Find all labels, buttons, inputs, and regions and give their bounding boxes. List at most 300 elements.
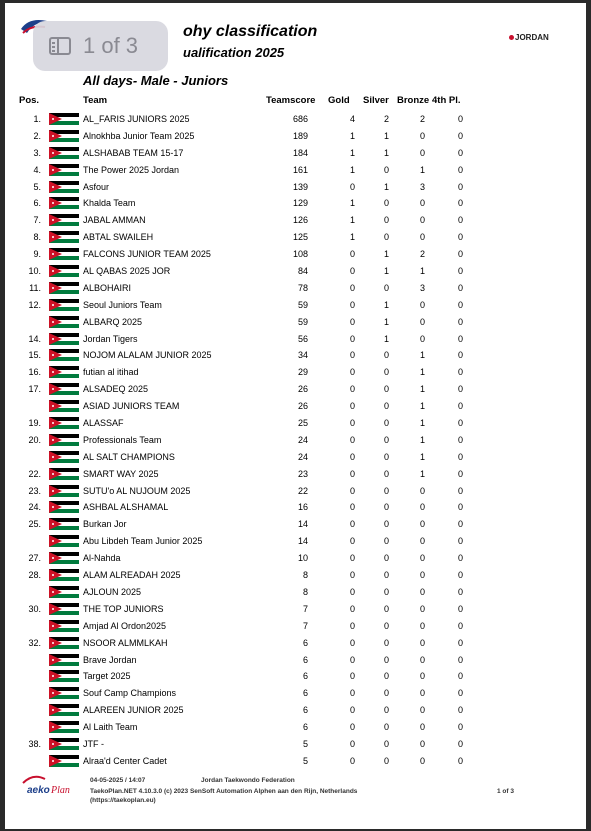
jordan-flag-icon (49, 721, 79, 733)
jordan-flag-icon (49, 670, 79, 682)
team-name-cell: Brave Jordan (83, 654, 137, 665)
table-row (5, 652, 586, 669)
teamscore-cell: 6 (302, 637, 308, 648)
team-name-cell: FALCONS JUNIOR TEAM 2025 (83, 249, 211, 260)
fourth-place-cell: 0 (457, 333, 463, 344)
gold-cell: 0 (349, 418, 355, 429)
silver-cell: 0 (383, 451, 389, 462)
silver-cell: 0 (383, 671, 389, 682)
position-cell: 19. (28, 418, 41, 429)
team-name-cell: Jordan Tigers (83, 333, 138, 344)
teamscore-cell: 29 (297, 367, 308, 378)
position-cell: 22. (28, 468, 41, 479)
gold-cell: 0 (349, 485, 355, 496)
silver-cell: 0 (383, 350, 389, 361)
team-name-cell: ASHBAL ALSHAMAL (83, 502, 169, 513)
page-indicator-text: 1 of 3 (83, 33, 139, 58)
jordan-flag-icon (49, 603, 79, 615)
table-row (5, 364, 586, 381)
silver-cell: 0 (383, 536, 389, 547)
bronze-cell: 0 (419, 553, 425, 564)
table-row (5, 516, 586, 533)
position-cell: 3. (33, 147, 41, 158)
bronze-cell: 1 (419, 451, 425, 462)
position-cell: 10. (28, 266, 41, 277)
bronze-cell: 0 (419, 215, 425, 226)
gold-cell: 0 (349, 705, 355, 716)
fourth-place-cell: 0 (457, 586, 463, 597)
team-name-cell: futian al itihad (83, 367, 139, 378)
table-row (5, 635, 586, 652)
silver-cell: 1 (383, 181, 389, 192)
team-name-cell: Professionals Team (83, 434, 162, 445)
team-name-cell: AL QABAS 2025 JOR (83, 266, 171, 277)
bronze-cell: 1 (419, 164, 425, 175)
svg-text:aeko: aeko (27, 785, 50, 796)
bronze-cell: 0 (419, 570, 425, 581)
fourth-place-cell: 0 (457, 367, 463, 378)
team-name-cell: Souf Camp Champions (83, 688, 177, 699)
team-name-cell: Alnokhba Junior Team 2025 (83, 130, 195, 141)
team-name-cell: AL SALT CHAMPIONS (83, 451, 175, 462)
fourth-place-cell: 0 (457, 114, 463, 124)
position-cell: 16. (28, 367, 41, 378)
jordan-flag-icon (49, 552, 79, 564)
gold-cell: 0 (349, 299, 355, 310)
footer-page-number: 1 of 3 (497, 788, 514, 795)
fourth-place-cell: 0 (457, 705, 463, 716)
header-team: Team (83, 95, 108, 106)
bronze-cell: 1 (419, 418, 425, 429)
team-name-cell: Alraa'd Center Cadet (83, 755, 167, 766)
table-row (5, 381, 586, 398)
silver-cell: 1 (383, 333, 389, 344)
silver-cell: 1 (383, 299, 389, 310)
gold-cell: 0 (349, 401, 355, 412)
team-name-cell: Al-Nahda (83, 553, 121, 564)
position-cell: 8. (33, 232, 41, 243)
gold-cell: 0 (349, 468, 355, 479)
silver-cell: 0 (383, 282, 389, 293)
team-name-cell: JTF - (83, 738, 104, 749)
position-cell: 4. (33, 164, 41, 175)
table-row (5, 246, 586, 263)
document-subtitle: ualification 2025 (183, 45, 285, 60)
teamscore-cell: 6 (302, 722, 308, 733)
silver-cell: 0 (383, 553, 389, 564)
fourth-place-cell: 0 (457, 603, 463, 614)
footer-url[interactable]: (https://taekoplan.eu) (90, 797, 156, 804)
jordan-flag-icon (49, 214, 79, 226)
bronze-cell: 0 (419, 654, 425, 665)
bronze-cell: 0 (419, 738, 425, 749)
silver-cell: 0 (383, 485, 389, 496)
team-name-cell: ALSADEQ 2025 (83, 384, 149, 395)
gold-cell: 0 (349, 181, 355, 192)
bronze-cell: 1 (419, 468, 425, 479)
silver-cell: 1 (383, 316, 389, 327)
gold-cell: 0 (349, 434, 355, 445)
table-row (5, 398, 586, 415)
fourth-place-cell: 0 (457, 451, 463, 462)
teamscore-cell: 8 (302, 570, 308, 581)
footer-federation: Jordan Taekwondo Federation (201, 777, 295, 784)
teamscore-cell: 24 (297, 434, 308, 445)
silver-cell: 0 (383, 705, 389, 716)
bronze-cell: 1 (419, 434, 425, 445)
sidebar-toggle-icon[interactable] (49, 37, 71, 55)
page-indicator-overlay[interactable] (33, 21, 168, 71)
jordan-flag-icon (49, 654, 79, 666)
teamscore-cell: 24 (297, 451, 308, 462)
gold-cell: 0 (349, 553, 355, 564)
teamscore-cell: 22 (297, 485, 308, 496)
jordan-flag-icon (49, 231, 79, 243)
bronze-cell: 1 (419, 367, 425, 378)
teamscore-cell: 126 (292, 215, 308, 226)
gold-cell: 0 (349, 502, 355, 513)
teamscore-cell: 23 (297, 468, 308, 479)
teamscore-cell: 59 (297, 316, 308, 327)
teamscore-cell: 59 (297, 299, 308, 310)
silver-cell: 1 (383, 147, 389, 158)
fourth-place-cell: 0 (457, 215, 463, 226)
gold-cell: 0 (349, 367, 355, 378)
table-row (5, 533, 586, 550)
gold-cell: 0 (349, 620, 355, 631)
table-row (5, 753, 586, 770)
fourth-place-cell: 0 (457, 282, 463, 293)
silver-cell: 0 (383, 738, 389, 749)
jordan-flag-icon (49, 637, 79, 649)
fourth-place-cell: 0 (457, 350, 463, 361)
table-row (5, 432, 586, 449)
fourth-place-cell: 0 (457, 468, 463, 479)
table-row (5, 111, 586, 128)
silver-cell: 0 (383, 519, 389, 530)
jordan-flag-icon (49, 586, 79, 598)
table-row (5, 550, 586, 567)
teamscore-cell: 108 (292, 249, 308, 260)
fourth-place-cell: 0 (457, 147, 463, 158)
fourth-place-cell: 0 (457, 502, 463, 513)
fourth-place-cell: 0 (457, 266, 463, 277)
gold-cell: 0 (349, 654, 355, 665)
document-title: ohy classification (183, 23, 318, 40)
jordan-flag-icon (49, 349, 79, 361)
jordan-flag-icon (49, 366, 79, 378)
table-row (5, 331, 586, 348)
bronze-cell: 0 (419, 299, 425, 310)
footer-software: TaekoPlan.NET 4.10.3.0 (c) 2023 SenSoft Automation Alphen aan den Rijn, Netherlands (90, 788, 358, 795)
table-row (5, 280, 586, 297)
silver-cell: 0 (383, 468, 389, 479)
gold-cell: 0 (349, 266, 355, 277)
jordan-flag-icon (49, 434, 79, 446)
jordan-flag-icon (49, 164, 79, 176)
bronze-cell: 0 (419, 671, 425, 682)
jordan-flag-icon (49, 113, 79, 125)
position-cell: 27. (28, 553, 41, 564)
silver-cell: 0 (383, 603, 389, 614)
team-name-cell: Asfour (83, 181, 110, 192)
fourth-place-cell: 0 (457, 738, 463, 749)
category-title: All days- Male - Juniors (83, 73, 229, 88)
bronze-cell: 0 (419, 316, 425, 327)
silver-cell: 0 (383, 198, 389, 209)
fourth-place-cell: 0 (457, 164, 463, 175)
position-cell: 2. (33, 130, 41, 141)
position-cell: 38. (28, 738, 41, 749)
gold-cell: 4 (349, 114, 355, 124)
teamscore-cell: 56 (297, 333, 308, 344)
position-cell: 5. (33, 181, 41, 192)
table-row (5, 601, 586, 618)
position-cell: 20. (28, 434, 41, 445)
team-name-cell: NSOOR ALMMLKAH (83, 637, 168, 648)
team-name-cell: ALASSAF (83, 418, 124, 429)
teamscore-cell: 26 (297, 401, 308, 412)
jordan-flag-icon (49, 518, 79, 530)
silver-cell: 0 (383, 367, 389, 378)
table-row (5, 263, 586, 280)
team-name-cell: Abu Libdeh Team Junior 2025 (83, 536, 203, 547)
silver-cell: 0 (383, 620, 389, 631)
fourth-place-cell: 0 (457, 671, 463, 682)
fourth-place-cell: 0 (457, 181, 463, 192)
fourth-place-cell: 0 (457, 570, 463, 581)
table-row (5, 584, 586, 601)
table-row (5, 128, 586, 145)
silver-cell: 0 (383, 164, 389, 175)
fourth-place-cell: 0 (457, 434, 463, 445)
table-row (5, 145, 586, 162)
bronze-cell: 0 (419, 536, 425, 547)
teamscore-cell: 184 (292, 147, 308, 158)
jordan-brand-logo: JORDAN (509, 33, 549, 42)
gold-cell: 0 (349, 570, 355, 581)
gold-cell: 0 (349, 637, 355, 648)
fourth-place-cell: 0 (457, 553, 463, 564)
teamscore-cell: 26 (297, 384, 308, 395)
jordan-flag-icon (49, 687, 79, 699)
gold-cell: 0 (349, 536, 355, 547)
gold-cell: 0 (349, 384, 355, 395)
silver-cell: 0 (383, 637, 389, 648)
bronze-cell: 1 (419, 350, 425, 361)
team-name-cell: THE TOP JUNIORS (83, 603, 164, 614)
position-cell: 12. (28, 299, 41, 310)
table-row (5, 567, 586, 584)
position-cell: 28. (28, 570, 41, 581)
jordan-flag-icon (49, 738, 79, 750)
jordan-flag-icon (49, 400, 79, 412)
position-cell: 9. (33, 249, 41, 260)
bronze-cell: 0 (419, 198, 425, 209)
bronze-cell: 1 (419, 401, 425, 412)
jordan-flag-icon (49, 316, 79, 328)
gold-cell: 1 (349, 198, 355, 209)
gold-cell: 1 (349, 130, 355, 141)
teamscore-cell: 14 (297, 519, 308, 530)
team-name-cell: ALBARQ 2025 (83, 316, 143, 327)
silver-cell: 0 (383, 688, 389, 699)
teamscore-cell: 14 (297, 536, 308, 547)
team-name-cell: ABTAL SWAILEH (83, 232, 154, 243)
position-cell: 6. (33, 198, 41, 209)
jordan-flag-icon (49, 181, 79, 193)
gold-cell: 1 (349, 215, 355, 226)
bronze-cell: 0 (419, 232, 425, 243)
teamscore-cell: 5 (302, 738, 308, 749)
silver-cell: 0 (383, 654, 389, 665)
table-row (5, 162, 586, 179)
silver-cell: 0 (383, 418, 389, 429)
bronze-cell: 0 (419, 722, 425, 733)
bronze-cell: 2 (419, 249, 425, 260)
fourth-place-cell: 0 (457, 384, 463, 395)
jordan-flag-icon (49, 197, 79, 209)
teamscore-cell: 6 (302, 654, 308, 665)
taekoplan-logo-icon (19, 773, 81, 799)
table-row (5, 618, 586, 635)
fourth-place-cell: 0 (457, 620, 463, 631)
position-cell: 15. (28, 350, 41, 361)
table-row (5, 466, 586, 483)
gold-cell: 0 (349, 586, 355, 597)
silver-cell: 0 (383, 502, 389, 513)
table-row (5, 297, 586, 314)
teamscore-cell: 78 (297, 282, 308, 293)
table-row (5, 179, 586, 196)
gold-cell: 0 (349, 671, 355, 682)
jordan-flag-icon (49, 383, 79, 395)
silver-cell: 0 (383, 570, 389, 581)
team-name-cell: Al Laith Team (83, 722, 138, 733)
silver-cell: 0 (383, 586, 389, 597)
position-cell: 1. (33, 114, 41, 124)
position-cell: 11. (29, 282, 41, 293)
team-name-cell: AL_FARIS JUNIORS 2025 (83, 114, 190, 124)
table-row (5, 314, 586, 331)
table-row (5, 229, 586, 246)
teamscore-cell: 34 (297, 350, 308, 361)
gold-cell: 0 (349, 282, 355, 293)
fourth-place-cell: 0 (457, 485, 463, 496)
bronze-cell: 0 (419, 130, 425, 141)
teamscore-cell: 686 (292, 114, 308, 124)
position-cell: 7. (33, 215, 41, 226)
table-row (5, 415, 586, 432)
bronze-cell: 0 (419, 519, 425, 530)
position-cell: 30. (28, 603, 41, 614)
svg-text:Plan: Plan (51, 785, 70, 796)
bronze-cell: 3 (419, 181, 425, 192)
team-name-cell: SUTU'o AL NUJOUM 2025 (83, 485, 191, 496)
fourth-place-cell: 0 (457, 299, 463, 310)
teamscore-cell: 10 (297, 553, 308, 564)
team-name-cell: ALBOHAIRI (83, 282, 132, 293)
gold-cell: 0 (349, 519, 355, 530)
teamscore-cell: 161 (292, 164, 308, 175)
header-gold: Gold (328, 95, 350, 106)
header-silver: Silver (363, 95, 389, 106)
fourth-place-cell: 0 (457, 519, 463, 530)
jordan-flag-icon (49, 468, 79, 480)
bronze-cell: 2 (419, 114, 425, 124)
teamscore-cell: 139 (292, 181, 308, 192)
fourth-place-cell: 0 (457, 249, 463, 260)
team-name-cell: Burkan Jor (83, 519, 127, 530)
team-name-cell: Khalda Team (83, 198, 136, 209)
silver-cell: 0 (383, 401, 389, 412)
header-teamscore: Teamscore (266, 95, 316, 106)
team-name-cell: ALAREEN JUNIOR 2025 (83, 705, 184, 716)
jordan-flag-icon (49, 299, 79, 311)
teamscore-cell: 8 (302, 586, 308, 597)
silver-cell: 0 (383, 215, 389, 226)
gold-cell: 0 (349, 350, 355, 361)
bronze-cell: 1 (419, 266, 425, 277)
table-row (5, 449, 586, 466)
document-page (5, 3, 586, 829)
table-row (5, 483, 586, 500)
team-name-cell: AJLOUN 2025 (83, 586, 142, 597)
table-row (5, 719, 586, 736)
table-row (5, 685, 586, 702)
jordan-flag-icon (49, 417, 79, 429)
table-row (5, 736, 586, 753)
fourth-place-cell: 0 (457, 401, 463, 412)
jordan-flag-icon (49, 755, 79, 767)
position-cell: 25. (28, 519, 41, 530)
silver-cell: 0 (383, 722, 389, 733)
silver-cell: 1 (383, 130, 389, 141)
gold-cell: 0 (349, 603, 355, 614)
gold-cell: 1 (349, 164, 355, 175)
jordan-flag-icon (49, 130, 79, 142)
jordan-flag-icon (49, 451, 79, 463)
silver-cell: 0 (383, 232, 389, 243)
jordan-flag-icon (49, 704, 79, 716)
teamscore-cell: 6 (302, 671, 308, 682)
gold-cell: 0 (349, 451, 355, 462)
bronze-cell: 0 (419, 333, 425, 344)
team-name-cell: JABAL AMMAN (83, 215, 146, 226)
fourth-place-cell: 0 (457, 316, 463, 327)
silver-cell: 1 (383, 266, 389, 277)
table-row (5, 347, 586, 364)
gold-cell: 1 (349, 147, 355, 158)
bronze-cell: 0 (419, 603, 425, 614)
jordan-flag-icon (49, 620, 79, 632)
jordan-flag-icon (49, 535, 79, 547)
teamscore-cell: 25 (297, 418, 308, 429)
teamscore-cell: 16 (297, 502, 308, 513)
classification-table (5, 111, 586, 770)
jordan-flag-icon (49, 248, 79, 260)
fourth-place-cell: 0 (457, 688, 463, 699)
gold-cell: 0 (349, 688, 355, 699)
header-bronze: Bronze (397, 95, 430, 106)
gold-cell: 0 (349, 738, 355, 749)
table-row (5, 195, 586, 212)
silver-cell: 0 (383, 384, 389, 395)
teamscore-cell: 189 (292, 130, 308, 141)
fourth-place-cell: 0 (457, 722, 463, 733)
bronze-cell: 0 (419, 705, 425, 716)
table-row (5, 668, 586, 685)
